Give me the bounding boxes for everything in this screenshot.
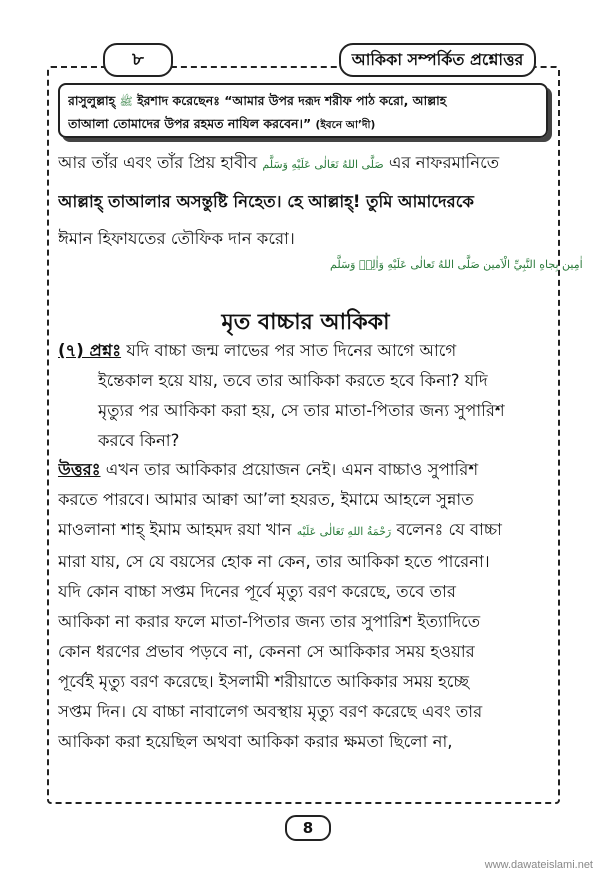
intro-line-1-arabic: صَلَّى اللهُ تَعَالٰى عَلَيْهِ وَسَلَّم: [262, 158, 384, 171]
running-title-text: আকিকা সম্পর্কিত প্রশ্নোত্তর: [351, 49, 524, 69]
answer-block: [58, 455, 553, 757]
answer-line-6: আকিকা না করার ফলে মাতা-পিতার জন্য তার সুপারিশ ইত্যাদিতে: [58, 612, 481, 631]
intro-paragraph: [58, 144, 553, 257]
header-page-number: [103, 43, 173, 77]
answer-label: উত্তরঃ: [58, 460, 101, 479]
answer-line-3: [58, 515, 553, 547]
answer-line-3-post: বলেনঃ যে বাচ্চা: [396, 520, 502, 539]
hadith-line-2-text: তাআলা তোমাদের উপর রহমত নাযিল করবেন।”: [68, 116, 312, 131]
answer-line-10: আকিকা করা হয়েছিল অথবা আকিকা করার ক্ষমতা ছিলো না,: [58, 732, 453, 751]
hadith-line-1: [68, 90, 538, 113]
question-line-2: ইন্তেকাল হয়ে যায়, তবে তার আকিকা করতে হবে কিনা? যদি: [98, 371, 488, 390]
intro-line-1: [58, 144, 553, 183]
hadith-line-1-arabic: ﷺ: [119, 95, 133, 108]
website-link[interactable]: www.dawateislami.net: [484, 859, 593, 871]
question-line-1: [58, 336, 553, 366]
running-title: [339, 43, 536, 77]
footer-page-number-text: 8: [302, 819, 314, 837]
hadith-box: [58, 83, 548, 138]
hadith-line-2: [68, 113, 538, 136]
question-label: (৭) প্রশ্নঃ: [58, 341, 122, 360]
question-line-4: করবে কিনা?: [98, 431, 180, 450]
answer-line-8: পূর্বেই মৃত্যু বরণ করেছে। ইসলামী শরীয়াতে আকিকার সময় হচ্ছে: [58, 672, 470, 691]
intro-line-3: ঈমান হিফাযতের তৌফিক দান করো।: [58, 229, 295, 248]
question-line-1-text: যদি বাচ্চা জন্ম লাভের পর সাত দিনের আগে আগে: [126, 341, 457, 360]
answer-line-1: [58, 455, 553, 485]
footer-page-number: [285, 815, 331, 841]
intro-line-1-post: এর নাফরমানিতে: [388, 153, 500, 172]
hadith-source: (ইবনে আ’দী): [315, 119, 376, 131]
intro-line-1-pre: আর তাঁর এবং তাঁর প্রিয় হাবীব: [58, 153, 258, 172]
hadith-line-1-post: ইরশাদ করেছেনঃ “আমার উপর দরূদ শরীফ পাঠ করো, আল্লাহ: [137, 93, 447, 108]
header-page-number-text: ৮: [132, 48, 144, 70]
question-line-3: মৃত্যুর পর আকিকা করা হয়, সে তার মাতা-পিতার জন্য সুপারিশ: [98, 401, 505, 420]
hadith-line-1-pre: রাসুলুল্লাহ্: [68, 93, 116, 108]
answer-line-5: যদি কোন বাচ্চা সপ্তম দিনের পূর্বে মৃত্যু বরণ করেছে, তবে তার: [58, 582, 456, 601]
answer-line-3-pre: মাওলানা শাহ্ ইমাম আহমদ রযা খান: [58, 520, 292, 539]
answer-line-4: মারা যায়, সে যে বয়সের হোক না কেন, তার আকিকা হতে পারেনা।: [58, 552, 490, 571]
question-block: [58, 336, 553, 456]
section-heading: মৃত বাচ্চার আকিকা: [221, 310, 390, 335]
answer-line-7: কোন ধরণের প্রভাব পড়বে না, কেননা সে আকিকার সময় হওয়ার: [58, 642, 475, 661]
answer-line-9: সপ্তম দিন। যে বাচ্চা নাবালেগ অবস্থায় মৃত্যু বরণ করেছে এবং তার: [58, 702, 483, 721]
answer-line-1-text: এখন তার আকিকার প্রয়োজন নেই। এমন বাচ্চাও সুপারিশ: [105, 460, 479, 479]
answer-line-2: করতে পারবে। আমার আক্বা আ’লা হযরত, ইমামে আহলে সুন্নাত: [58, 490, 474, 509]
answer-line-3-arabic: رَحْمَةُ اللهِ تَعَالٰى عَلَيْه: [296, 525, 392, 538]
intro-line-2: আল্লাহ্ তাআলার অসন্তুষ্টি নিহেত। হে আল্লাহ্! তুমি আমাদেরকে: [58, 192, 474, 211]
dua-arabic: اٰمِين بِجاهِ النَّبِيِّ الْاَمين صَلَّى اللهُ تَعالٰى عَلَيْهِ وَاٰلِهٖ وَسَلَّم: [330, 258, 583, 271]
